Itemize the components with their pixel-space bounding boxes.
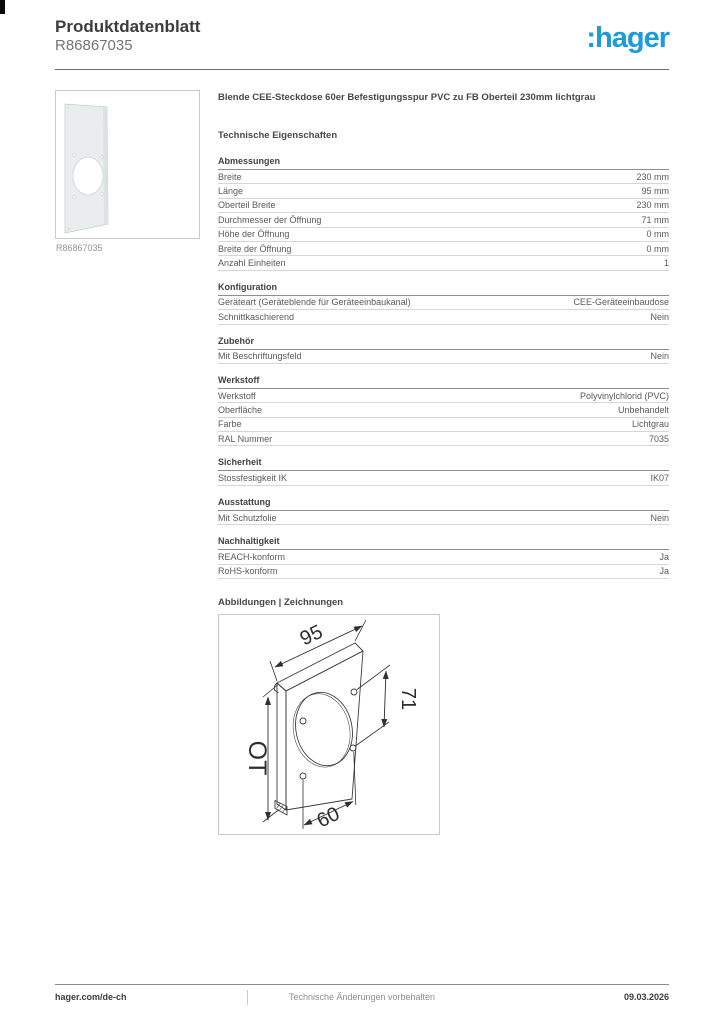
dim-label-width: 95 [296, 620, 327, 651]
spec-value: 71 mm [641, 214, 669, 225]
spec-label: Geräteart (Geräteblende für Geräteeinbaukanal) [218, 297, 411, 308]
spec-label: Breite der Öffnung [218, 243, 292, 254]
page-header [55, 17, 669, 54]
spec-section-title: Sicherheit [218, 457, 669, 471]
spec-label: RAL Nummer [218, 433, 273, 444]
spec-value: 1 [663, 258, 669, 269]
spec-label: Stossfestigkeit IK [218, 473, 288, 484]
spec-row [218, 296, 669, 310]
spec-value: Ja [659, 566, 669, 577]
extension-lines [263, 620, 390, 829]
spec-row [218, 242, 669, 256]
spec-label: RoHS-konform [218, 566, 278, 577]
spec-section [218, 375, 669, 447]
spec-value: Ja [659, 551, 669, 562]
spec-label: Schnittkaschierend [218, 311, 295, 322]
spec-value: 230 mm [636, 171, 669, 182]
dim-label-opening: 71 [397, 687, 419, 711]
header-titles [55, 17, 200, 54]
spec-label: Oberteil Breite [218, 200, 276, 211]
content-column [218, 90, 669, 833]
spec-section [218, 497, 669, 525]
spec-section-title: Zubehör [218, 336, 669, 350]
spec-sections [218, 156, 669, 579]
spec-row [218, 403, 669, 417]
spec-value: 0 mm [646, 229, 669, 240]
spec-value: 95 mm [641, 186, 669, 197]
spec-row [218, 511, 669, 525]
spec-value: IK07 [650, 473, 669, 484]
spec-section-title: Konfiguration [218, 282, 669, 296]
spec-section-title: Abmessungen [218, 156, 669, 170]
document-reference: R86867035 [55, 37, 133, 54]
spec-label: Werkstoff [218, 390, 256, 401]
spec-label: Höhe der Öffnung [218, 229, 290, 240]
print-crop-mark [0, 0, 5, 14]
tech-properties-heading: Technische Eigenschaften [218, 130, 338, 141]
spec-section [218, 156, 669, 271]
drawings-heading: Abbildungen | Zeichnungen [218, 597, 344, 608]
spec-row [218, 565, 669, 579]
spec-value: Unbehandelt [617, 404, 669, 415]
footer-divider-line [55, 984, 669, 985]
footer-date: 09.03.2026 [623, 992, 669, 1002]
spec-value: CEE-Geräteeinbaudose [573, 297, 669, 308]
technical-drawing [218, 614, 440, 835]
spec-row [218, 432, 669, 446]
spec-section [218, 336, 669, 364]
spec-row [218, 350, 669, 364]
spec-label: Mit Beschriftungsfeld [218, 351, 302, 362]
spec-section-title: Nachhaltigkeit [218, 536, 669, 550]
spec-row [218, 418, 669, 432]
dim-label-oberteil: OT [243, 740, 271, 776]
spec-row [218, 199, 669, 213]
product-image-caption: R86867035 [56, 243, 103, 253]
dim-label-hole-spacing: 60 [313, 802, 344, 833]
spec-label: Oberfläche [218, 404, 263, 415]
spec-value: Nein [650, 512, 669, 523]
spec-section [218, 536, 669, 579]
header-divider [55, 69, 669, 70]
spec-label: Breite [218, 171, 242, 182]
spec-row [218, 389, 669, 403]
spec-section [218, 282, 669, 325]
footer-website: hager.com/de-ch [55, 992, 127, 1002]
dimension-drawing [219, 615, 439, 834]
footer-notice: Technische Änderungen vorbehalten [288, 992, 436, 1002]
spec-label: Farbe [218, 419, 242, 430]
spec-label: REACH-konform [218, 551, 286, 562]
spec-row [218, 170, 669, 184]
spec-label: Länge [218, 186, 244, 197]
page-footer [55, 992, 669, 1006]
spec-section-title: Werkstoff [218, 375, 669, 389]
spec-value: Nein [650, 311, 669, 322]
spec-label: Anzahl Einheiten [218, 258, 286, 269]
spec-value: 230 mm [636, 200, 669, 211]
spec-value: 7035 [648, 433, 669, 444]
hager-logo: :hager [586, 22, 669, 54]
spec-row [218, 310, 669, 324]
spec-row [218, 550, 669, 564]
spec-row [218, 471, 669, 485]
spec-value: Nein [650, 351, 669, 362]
spec-section-title: Ausstattung [218, 497, 669, 511]
plate-outline [274, 643, 363, 815]
spec-row [218, 256, 669, 270]
spec-value: Lichtgrau [631, 419, 669, 430]
spec-row [218, 184, 669, 198]
spec-value: 0 mm [646, 243, 669, 254]
spec-row [218, 228, 669, 242]
spec-value: Polyvinylchlorid (PVC) [579, 390, 669, 401]
spec-section [218, 457, 669, 485]
spec-label: Mit Schutzfolie [218, 512, 277, 523]
document-title: Produktdatenblatt [55, 17, 201, 36]
product-title: Blende CEE-Steckdose 60er Befestigungsspur PVC zu FB Oberteil 230mm lichtgrau [218, 92, 596, 103]
spec-label: Durchmesser der Öffnung [218, 214, 322, 225]
product-image [55, 90, 200, 239]
spec-row [218, 213, 669, 227]
product-photo-illustration [56, 91, 199, 238]
